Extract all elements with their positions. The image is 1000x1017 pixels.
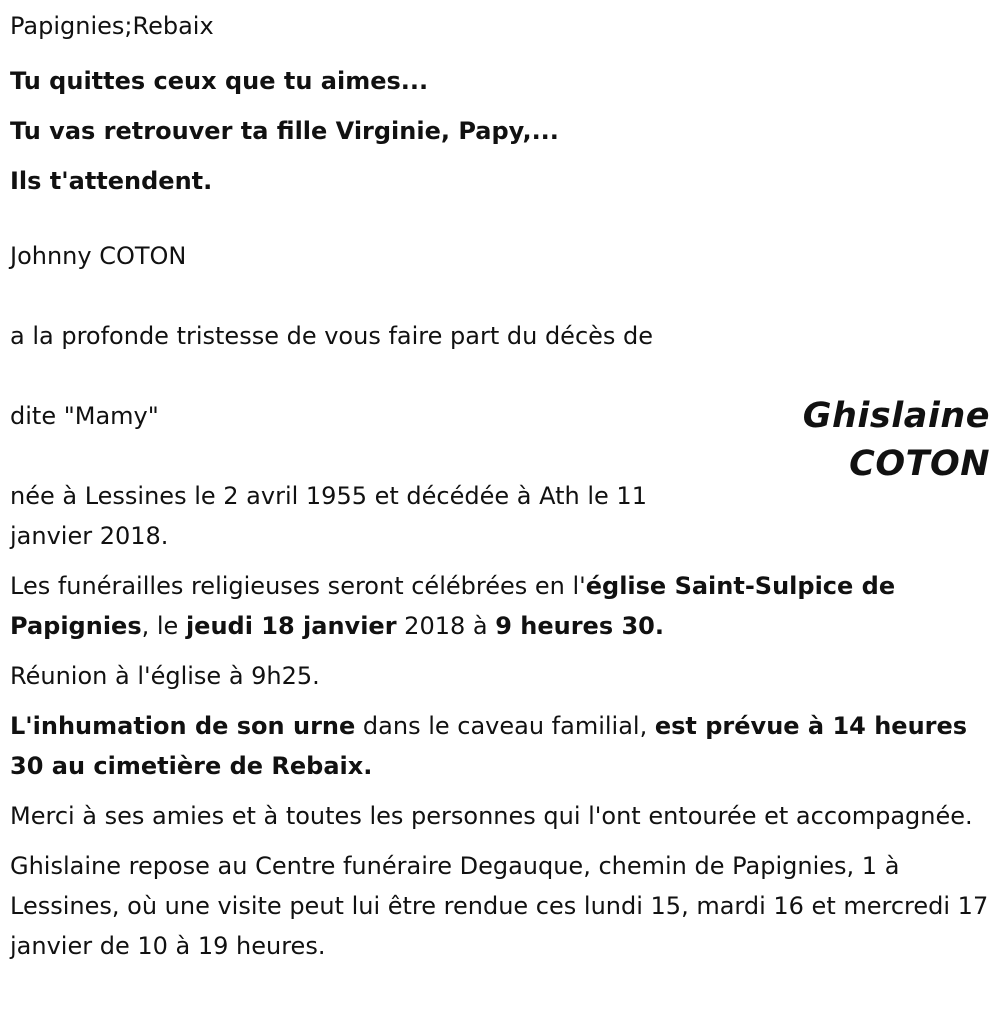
meeting-text: Réunion à l'église à 9h25. <box>10 662 320 690</box>
funeral-day: jeudi 18 janvier <box>185 612 397 640</box>
burial-urn: L'inhumation de son urne <box>10 712 356 740</box>
funeral-text-1: Les funérailles religieuses seront célébrées en l' <box>10 572 586 600</box>
burial-details: est prévue à 14 heures 30 au cimetière de Rebaix. <box>10 712 968 780</box>
deceased-last-name: COTON <box>849 444 990 484</box>
burial-paragraph <box>10 706 990 786</box>
visit-text: Ghislaine repose au Centre funéraire Degauque, chemin de Papignies, 1 à Lessines, où une visite peut lui être rendue ces lundi 15, mardi 16 et mercredi 17 janvier de 10 à 19 heures. <box>10 852 989 960</box>
funeral-church: église Saint-Sulpice de Papignies <box>10 572 896 640</box>
epitaph-line-3: Ils t'attendent. <box>10 167 213 195</box>
obituary-document <box>10 6 990 976</box>
announcer-name: Johnny COTON <box>10 242 187 270</box>
epitaph-line-1: Tu quittes ceux que tu aimes... <box>10 67 429 95</box>
thanks-text: Merci à ses amies et à toutes les personnes qui l'ont entourée et accompagnée. <box>10 802 973 830</box>
deceased-first-name: Ghislaine <box>802 396 990 436</box>
burial-text: dans le caveau familial, <box>355 712 655 740</box>
epitaph <box>10 56 990 206</box>
funeral-text-3: 2018 à <box>396 612 496 640</box>
funeral-paragraph <box>10 566 990 646</box>
announcement-text: a la profonde tristesse de vous faire part du décès de <box>10 322 654 350</box>
birth-death-text: née à Lessines le 2 avril 1955 et décédée à Ath le 11 janvier 2018. <box>10 482 647 550</box>
deceased-name <box>803 392 990 488</box>
epitaph-line-2: Tu vas retrouver ta fille Virginie, Papy,... <box>10 117 559 145</box>
funeral-text-2: , le <box>141 612 186 640</box>
nickname: dite "Mamy" <box>10 402 159 430</box>
funeral-time: 9 heures 30. <box>495 612 664 640</box>
location-line: Papignies;Rebaix <box>10 12 214 40</box>
